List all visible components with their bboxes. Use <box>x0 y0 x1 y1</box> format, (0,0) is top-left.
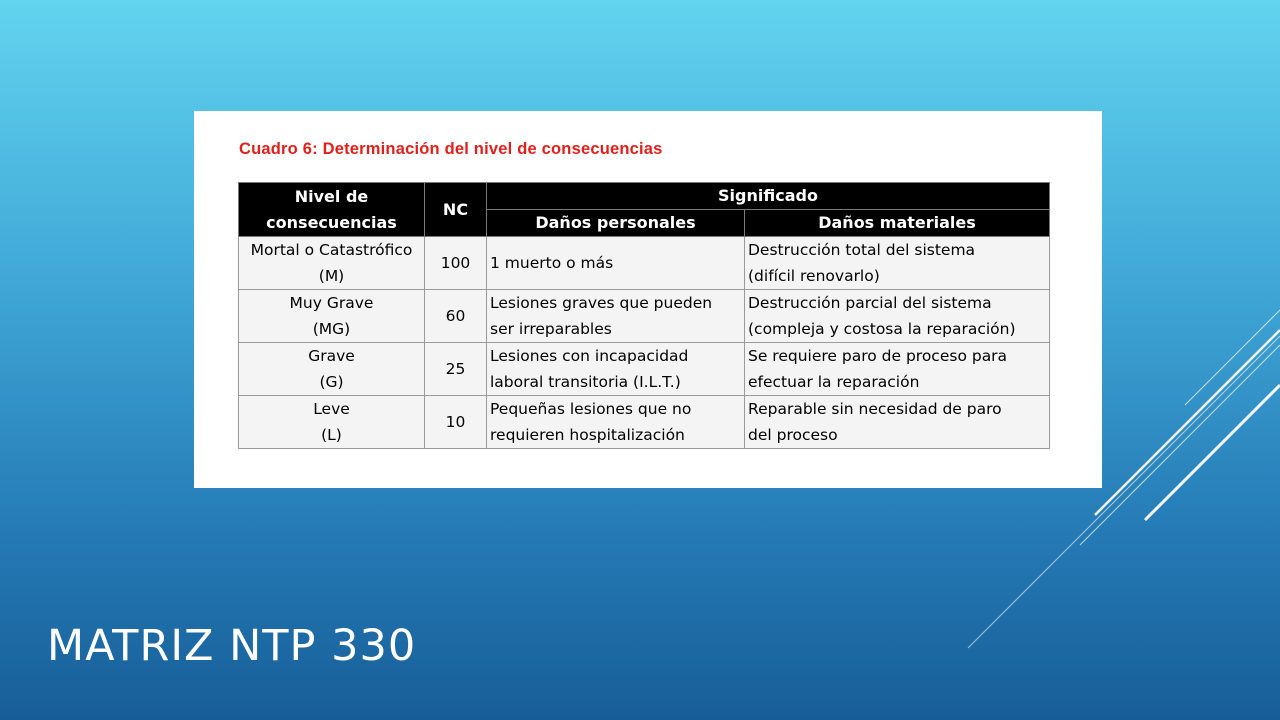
danos-materiales-line1: Destrucción total del sistema <box>748 241 976 259</box>
nivel-name: Grave <box>308 347 355 365</box>
nivel-cell <box>239 396 425 449</box>
nivel-code: (L) <box>321 426 342 444</box>
danos-materiales-line2: efectuar la reparación <box>748 373 920 391</box>
danos-personales-line2: requieren hospitalización <box>490 426 685 444</box>
consequence-level-table <box>238 182 1050 449</box>
danos-materiales-line1: Destrucción parcial del sistema <box>748 294 992 312</box>
nc-cell: 25 <box>425 343 487 396</box>
danos-personales-cell <box>487 237 745 290</box>
danos-materiales-cell <box>745 237 1050 290</box>
header-danos-materiales: Daños materiales <box>745 210 1050 237</box>
table-row <box>239 396 1050 449</box>
danos-materiales-line2: (compleja y costosa la reparación) <box>748 320 1016 338</box>
slide-title: MATRIZ NTP 330 <box>47 621 417 671</box>
header-danos-personales: Daños personales <box>487 210 745 237</box>
nivel-code: (M) <box>318 267 345 285</box>
nivel-code: (G) <box>319 373 344 391</box>
table-caption: Cuadro 6: Determinación del nivel de consecuencias <box>239 140 663 158</box>
nc-cell: 100 <box>425 237 487 290</box>
header-nc: NC <box>425 183 487 237</box>
danos-personales-cell <box>487 343 745 396</box>
danos-personales-cell <box>487 290 745 343</box>
danos-materiales-cell <box>745 396 1050 449</box>
nivel-name: Muy Grave <box>289 294 374 312</box>
danos-personales-cell <box>487 396 745 449</box>
nivel-cell <box>239 343 425 396</box>
table-row <box>239 237 1050 290</box>
danos-personales-line2: laboral transitoria (I.L.T.) <box>490 373 681 391</box>
danos-materiales-line2: del proceso <box>748 426 838 444</box>
danos-personales-line1: 1 muerto o más <box>490 254 614 272</box>
nivel-name: Mortal o Catastrófico <box>250 241 413 259</box>
header-nivel <box>239 183 425 237</box>
danos-personales-line1: Pequeñas lesiones que no <box>490 400 692 418</box>
danos-materiales-line2: (difícil renovarlo) <box>748 267 880 285</box>
header-significado: Significado <box>487 183 1050 210</box>
table-row <box>239 343 1050 396</box>
nivel-cell <box>239 290 425 343</box>
danos-personales-line1: Lesiones con incapacidad <box>490 347 689 365</box>
danos-materiales-line1: Se requiere paro de proceso para <box>748 347 1008 365</box>
nivel-cell <box>239 237 425 290</box>
nc-cell: 60 <box>425 290 487 343</box>
danos-materiales-cell <box>745 290 1050 343</box>
danos-personales-line2: ser irreparables <box>490 320 612 338</box>
table-image-panel <box>194 111 1102 488</box>
table-row <box>239 290 1050 343</box>
danos-materiales-line1: Reparable sin necesidad de paro <box>748 400 1002 418</box>
header-nivel-line2: consecuencias <box>266 212 397 232</box>
nc-cell: 10 <box>425 396 487 449</box>
danos-materiales-cell <box>745 343 1050 396</box>
header-nivel-line1: Nivel de <box>294 186 369 206</box>
danos-personales-line1: Lesiones graves que pueden <box>490 294 713 312</box>
header-row-1 <box>239 183 1050 210</box>
nivel-name: Leve <box>313 400 350 418</box>
nivel-code: (MG) <box>312 320 351 338</box>
